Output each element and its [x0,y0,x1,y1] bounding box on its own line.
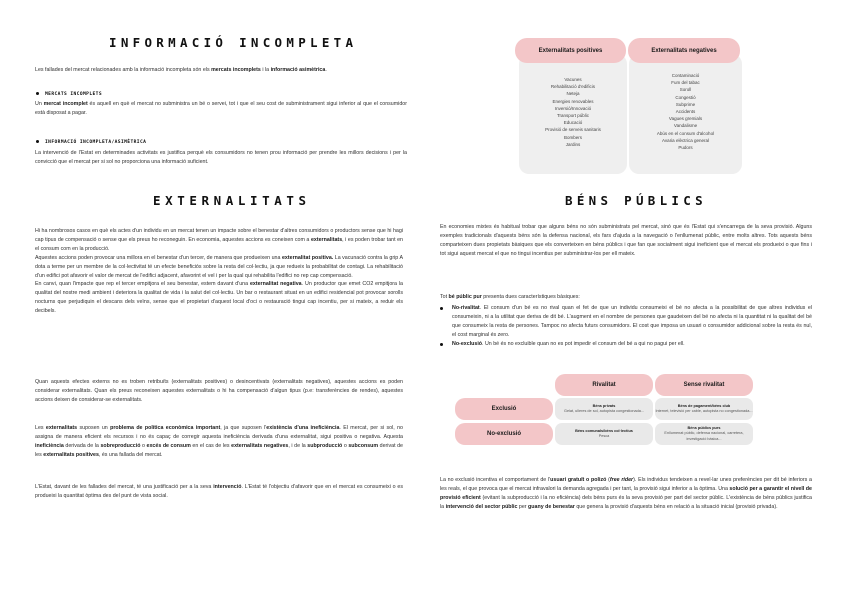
header-sense-rivalitat: Sense rivalitat [655,374,753,396]
text: L'Estat, davant de les fallades del mercat, té una justificació per a la seva [35,484,214,490]
positive-externalities-header: Externalitats positives [515,38,626,63]
bold-text: mercat incomplet [43,101,88,107]
ext-title: EXTERNALITATS [153,193,311,208]
cell-heading: Béns comunals/béns col·lectius [575,428,633,433]
text: en el cas de les [190,442,232,449]
bold-text: mercats incomplets [211,67,261,73]
text: Un [35,101,44,107]
info-sub2-row [36,138,336,148]
negative-externalities-list [629,54,742,174]
info-intro [35,66,407,75]
text: ( [606,477,610,483]
cell-detail: Pesca [598,434,610,438]
bullet-icon [36,92,39,95]
bens-title: BÉNS PÚBLICS [565,193,707,208]
text: , és una fallada del mercat. [98,451,163,458]
bold-text: externalitats positives [43,451,99,458]
externality-item: Provisió de serveis sanitaris [545,127,601,133]
bold-text: subconsum [348,442,379,449]
text: i la [260,67,271,73]
positive-externalities-list [519,54,627,174]
bold-text: problema de política econòmica important [110,425,221,431]
negative-externalities-header: Externalitats negatives [628,38,740,63]
text: La vacunació contra la grip A dota a terme per un membre de la col·lectivitat té un efecte beneficiós sobre la resta del col·lectiu, ja que redueix la probabilitat de contagi. La rehabilitació d'un edifici pot afavorir el valor de mercat de l'edifici adjacent, afavorint el vel i per la qual qui rehabilita l'edifici no rep cap compensació. [35,254,403,279]
bens-body-2 [440,293,812,302]
text: La intervenció de l'Estat en determinades activitats es justifica perquè els consumidors no tenen prou informació per prendre les millors decisions i per la convicció que el mercat per si sol no proporciona una informació suficient. [35,150,407,165]
externality-item: Educació [563,120,583,126]
cell-common-goods [555,423,653,445]
externality-item: Inversió/Innovació [554,105,592,111]
externality-item: Vacunes [564,77,582,82]
text: . El consum d'un bé es no rival quan el fet de que un individu consumeixi el bé no afecta a la possibilitat de que altres individus el consumeixin, ni a la utilitat que deriva de dit bé. L'augment en el nombre de persones que gaudeixen del bé no afecta ni la quantitat ni la qualitat del bé que consumeix la resta de persones. Tampoc no afecta futurs consumidors. El cost que imposa un usuari o consumidor addicional sobre la resta és nul, el cost marginal és zero. [452,305,812,338]
externality-item: Fum del tabac [671,80,700,86]
externality-item: Rehabilitació d'edificis [550,84,596,90]
text: és aquell en què el mercat no subministra un bé o servei, tot i que el seu cost de subministrament sigui inferior al que el consumidor està disposat a pagar. [35,101,407,116]
text: , ja que suposen l' [220,425,267,431]
cell-heading: Béns de pagament/béns club [677,403,731,408]
text: (evitant la subproducció i la no eficiència) dels béns purs és la seva provisió per part del sector públic. L'existència de béns públics justifica la [440,494,812,510]
bold-text: externalitats [45,425,78,431]
bold-text: usuari gratuït o polizó [550,477,607,483]
text: Les fallades del mercat relacionades amb la informació incompleta són els [35,67,212,73]
bold-text: externalitats [310,236,343,243]
text: o [342,442,349,449]
ext-body-1 [35,227,403,316]
row-no-exclusio: No-exclusió [455,423,553,445]
info-subtitle-1: MERCATS INCOMPLETS [45,92,102,97]
text: . Un bé és no excluible quan no es pot impedir el consum del bé a qui no pagui per ell. [482,340,685,347]
text: Aquestes accions poden provocar una millora en el benestar d'un tercer, de manera que produeixen una [35,254,282,261]
externality-item: Abús en el consum d'alcohol [656,130,715,136]
externality-item: Avaria elèctrica general [662,137,709,143]
bold-text: informació asimètrica [270,67,326,73]
text: per [517,503,529,510]
text: , i de la [288,442,308,449]
externality-item: Pudors [678,145,693,151]
bold-text: excés de consum [146,442,191,449]
cell-private-goods [555,398,653,420]
info-subtitle-2: INFORMACIÓ INCOMPLETA/ASIMÈTRICA [45,140,147,145]
text: ). Els individus tendeixen a revel·lar unes preferències per dit bé inferiors a les reals, el que provoca que el mercat infravalori la demanda agregada i per tant, la provisió sigui inferior a la òptima. Una [440,477,812,492]
bold-text: subproducció [307,442,343,449]
text: . El mercat, per si sol, no assigna de manera eficient els recursos i no és capaç de corregir aquesta ineficiència derivada d'una externalitat, sigui positiva o negativa. Aquesta [35,425,404,440]
externality-item: Congestió [675,94,696,100]
text: La no exclusió incentiva el comportament de l' [440,477,551,483]
text: Quan aquests efectes externs no es troben retribuïts (externalitats positives) o desincentivats (externalitats negatives), aquestes accions es poden considerar externalitats. Quan els preus reconeixen aquestes externalitats o hi ha compensació d'algun tipus (p.e: transferències de rendes), aquestes accions deixen de considerar-se externalitats. [35,379,403,403]
text: En canvi, quan l'impacte que rep el tercer empitjora el seu benestar, estem davant d'una [35,281,250,288]
text: . L'Estat té l'objectiu d'afavorir que en el mercat es consumeixi o es produeixi la quantitat òptima des del punt de vista social. [35,484,403,499]
text: derivat de les [35,442,403,458]
cell-heading: Béns privats [592,403,616,408]
bold-text: No-rivalitat [452,305,480,311]
bold-text: No-exclusió [452,340,483,347]
cell-detail: Gelat, ulleres de sol, autopista congestionada... [564,409,644,413]
text: . [325,67,327,73]
cell-detail: Internet, televisió per cable, autopista no congestionada... [655,409,753,413]
bullet-no-rivalitat [440,304,812,340]
externality-item: Neteja [566,91,580,97]
bold-text: solució per a garantir el nivell de provisió eficient [440,485,812,501]
cell-club-goods [655,398,753,420]
ext-body-3 [35,424,403,460]
text: . Un productor que emet CO2 empitjora la qualitat del nostre medi ambient i deteriora la qualitat de vida i la salut del col·lectiu. Un bar o restaurant situat en un edifici residencial pot provocar sorolls nocturns que perjudiquin el descans dels veïns, sense que el propietari d'aquest local d'oci o restauració tingui cap incentiu, per si mateix, a reduir els decibels. [35,281,403,315]
externality-item: Soroll [679,87,692,93]
text: Tot [440,294,449,300]
info-sub1-row [36,90,336,100]
externality-item: Accidents [675,109,696,115]
bullet-icon [36,140,39,143]
bold-italic-text: free rider [609,477,634,483]
text: Hi ha nombrosos casos en què els actes d'un individu en un mercat tenen un impacte sobre el benestar d'altres consumidors o productors sense que hi hagi cap tipus de compensació o sense que els preus ho reconeguin. En economia, aquestes accions es coneixen com a [35,228,403,243]
text: Les [35,425,46,431]
externality-item: Transport públic [556,113,590,119]
ext-body-4 [35,483,403,501]
bold-text: sobreproducció [100,442,141,449]
bens-bullets [440,304,812,349]
info-para-1 [35,100,407,118]
bold-text: externalitat negativa [249,281,302,288]
bold-text: ineficiència [35,442,64,449]
bold-text: externalitat positiva. [281,254,334,261]
bens-body-3 [440,476,812,512]
bold-text: guany de benestar [528,503,575,510]
externality-item: Energies renovables [552,98,594,104]
cell-heading: Béns públics purs [687,426,721,431]
bold-text: existència d'una ineficiència [266,425,340,431]
bullet-no-exclusio [440,340,812,349]
bold-text: bé públic pur [448,294,482,300]
externality-item: Contaminació [671,73,700,78]
bullet-icon [440,307,443,310]
text: , i es poden trobar tant en el consum com en la producció. [35,236,403,252]
text: presenta dues característiques bàsiques: [481,294,580,300]
externality-item: Subprime [675,101,696,107]
bold-text: intervenció [213,484,242,490]
externality-item: Jardins [565,141,581,147]
bullet-icon [440,343,443,346]
externality-item: Bombers [563,134,582,140]
info-title: INFORMACIÓ INCOMPLETA [109,35,358,50]
text: que genera la provisió d'aquests béns en relació a la situació inicial (provisió privada). [574,503,778,510]
bens-body-1 [440,223,812,259]
info-para-2 [35,149,407,167]
header-rivalitat: Rivalitat [555,374,653,396]
cell-public-goods [655,423,753,445]
cell-detail: Enllumenat públic, defensa nacional, carretera, investigació bàsica... [664,431,744,441]
externality-item: Vandalisme [673,123,698,129]
text: suposen un [77,425,111,431]
text: o [140,442,147,449]
ext-body-2 [35,378,403,405]
externality-item: Vagues gremials [668,116,703,122]
row-exclusio: Exclusió [455,398,553,420]
text: En economies mixtes és habitual trobar que alguns béns no són subministrats pel mercat, sinó que és l'Estat qui s'encarrega de la seva provisió. Alguns exemples tradicionals d'aquests béns són la defensa nacional, els fars d'ajuda a la navegació o l'enllumenat públic, entre molts altres. Tots aquests béns comparteixen dues propietats bàsiques que els converteixen en béns públics i que fan que socialment sigui ineficient que el mercat els produeixi o que fins i tot sigui aquest mercat el que no tingui incentius per subministrar-los per ell mateix. [440,224,812,257]
text: derivada de la [63,442,101,449]
bold-text: externalitats negatives [231,442,289,449]
bold-text: intervenció del sector públic [445,503,518,510]
